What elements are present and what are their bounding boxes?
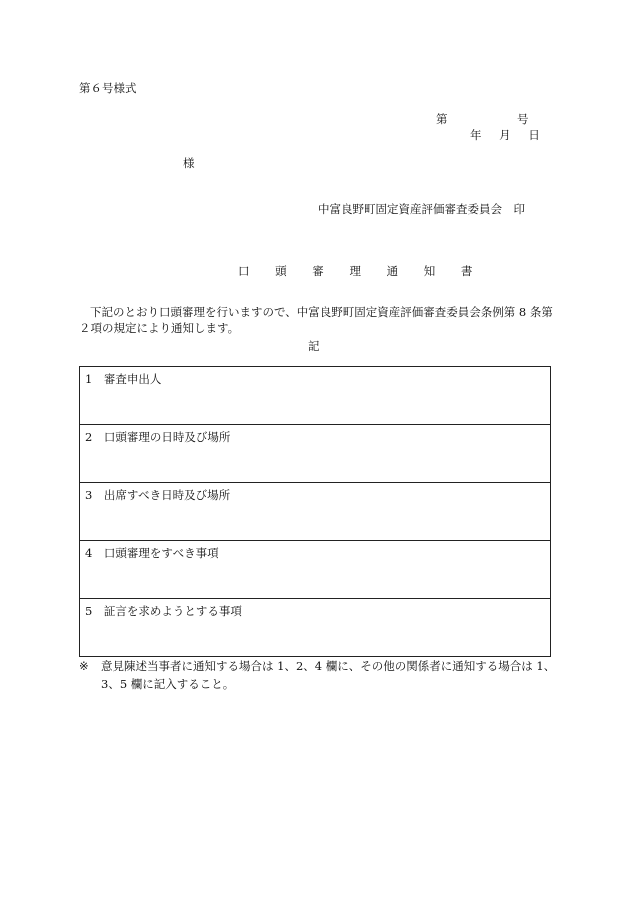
- addressee-honorific: 様: [183, 156, 195, 170]
- form-number: 第６号様式: [79, 81, 137, 95]
- date-line: [470, 127, 540, 143]
- table-row: [80, 541, 550, 599]
- doc-number-suffix: 号: [517, 112, 529, 126]
- table-row: [80, 599, 550, 656]
- table-row: [80, 367, 550, 425]
- item-label: 2 口頭審理の日時及び場所: [85, 430, 231, 444]
- body-text: [79, 304, 554, 336]
- items-table: [79, 366, 551, 657]
- item-label: 3 出席すべき日時及び場所: [85, 488, 231, 502]
- table-row: [80, 483, 550, 541]
- note-mark: ※: [79, 659, 89, 673]
- item-label: 1 審査申出人: [85, 372, 162, 386]
- ki-heading: 記: [308, 339, 320, 353]
- date-month: 月: [499, 128, 511, 142]
- note-text: 意見陳述当事者に通知する場合は 1、2、4 欄に、その他の関係者に通知する場合は 1、3、5 欄に記入すること。: [101, 659, 556, 691]
- sender-committee: 中富良野町固定資産評価審査委員会 印: [318, 202, 525, 216]
- item-label: 4 口頭審理をすべき事項: [85, 546, 219, 560]
- document-title: 口 頭 審 理 通 知 書: [238, 264, 484, 278]
- table-row: [80, 425, 550, 483]
- item-label: 5 証言を求めようとする事項: [85, 604, 242, 618]
- body-paragraph: 下記のとおり口頭審理を行いますので、中富良野町固定資産評価審査委員会条例第 8 条第２項の規定により通知します。: [79, 305, 553, 335]
- date-year: 年: [470, 128, 482, 142]
- doc-number-prefix: 第: [436, 112, 448, 126]
- footnote: [79, 657, 559, 693]
- date-day: 日: [528, 128, 540, 142]
